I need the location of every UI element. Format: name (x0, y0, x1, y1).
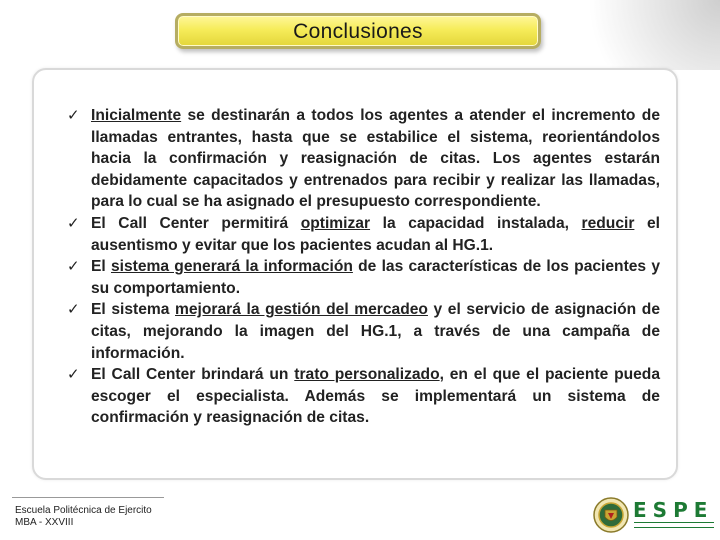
conclusion-item (67, 256, 660, 299)
underlined-text: trato personalizado (294, 366, 440, 384)
footer-institution: Escuela Politécnica de Ejercito (15, 505, 152, 516)
underlined-text: Inicialmente (91, 107, 182, 124)
footer-program: MBA - XXVIII (15, 517, 74, 528)
check-icon: ✓ (67, 214, 80, 232)
underlined-text: sistema generará la información (110, 258, 353, 276)
logo-wordmark: ESPE (633, 498, 714, 522)
item-text: se destinarán a todos los agentes a atender el incremento de llamadas entrantes, hasta que se estabilice el sistema, reorientándolos hacia la confirmación y reasignación de citas. Los agentes estarán debidamente capacitados y entrenados para recibir y realizar las llamadas, para lo cual se ha asignado el presupuesto correspondiente. (91, 107, 660, 211)
footer (15, 505, 152, 529)
item-text: El sistema (91, 301, 176, 319)
footer-divider (12, 497, 164, 498)
conclusion-item (67, 364, 660, 429)
crest-icon (593, 496, 629, 534)
item-text: , en el que el paciente pueda escoger el especialista. Además se implementará un sistema de confirmación y reasignación de citas. (91, 366, 660, 427)
check-icon: ✓ (67, 366, 80, 384)
underlined-text: reducir (581, 214, 635, 232)
conclusion-item (67, 213, 660, 256)
underlined-text: optimizar (300, 214, 371, 232)
slide-title: Conclusiones (293, 20, 423, 43)
check-icon: ✓ (67, 301, 80, 319)
check-icon: ✓ (67, 107, 80, 124)
conclusion-item (67, 105, 660, 213)
conclusions-list (67, 105, 660, 429)
item-text: la capacidad instalada, (370, 214, 582, 232)
corner-decoration (560, 0, 720, 70)
conclusion-item (67, 299, 660, 364)
item-text: El Call Center permitirá (91, 214, 301, 232)
title-banner (175, 13, 541, 49)
item-text: El Call Center brindará un (91, 366, 295, 384)
item-text: El (91, 258, 111, 276)
underlined-text: mejorará la gestión del mercadeo (175, 301, 428, 319)
logo-underline (634, 522, 714, 528)
check-icon: ✓ (67, 258, 80, 276)
item-text: y el servicio de asignación de citas, mejorando la imagen del HG.1, a través de una campaña de información. (91, 301, 660, 362)
item-text: de las características de los pacientes y su comportamiento. (91, 258, 661, 297)
item-text: el ausentismo y evitar que los pacientes acudan al HG.1. (91, 214, 660, 254)
espe-logo (593, 496, 715, 536)
